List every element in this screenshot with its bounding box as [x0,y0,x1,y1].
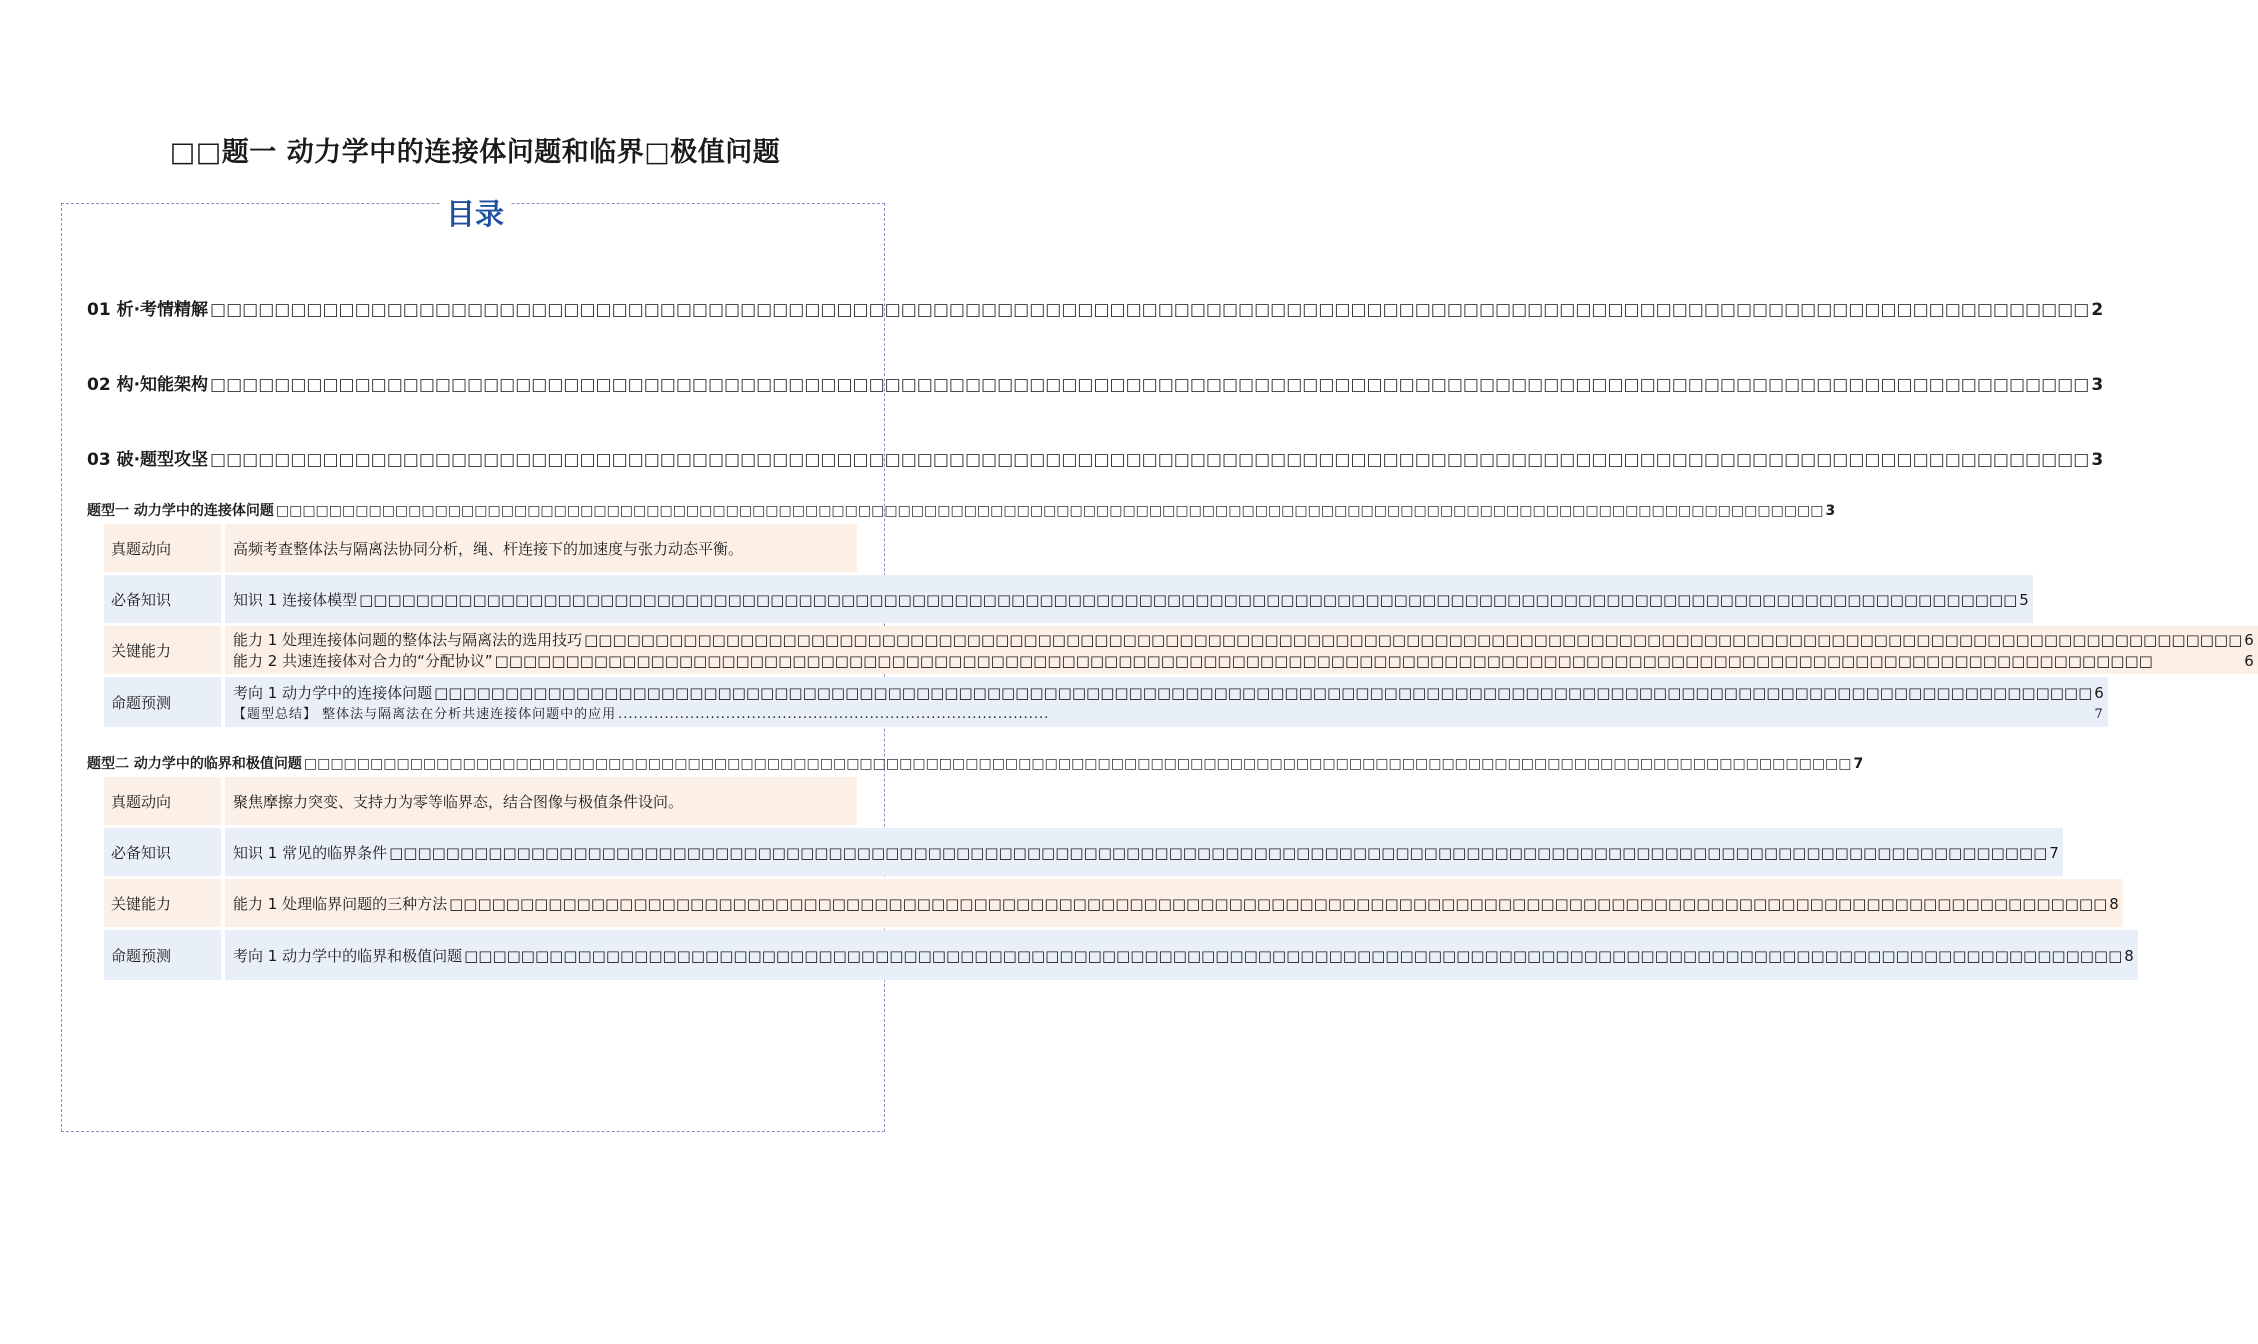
row-content [225,626,2258,674]
toc-heading: 目录 [0,195,950,233]
row-content [225,930,2138,980]
toc-entry[interactable]: 能力 1 处理连接体问题的整体法与隔离法的选用技巧 □□□□□□□□□□□□□□□□□□□□□□□□□□□□□□□□□□□□□□□□□□□□□□□□□□□□□□□□□□□□□□□□□□□□□□□□□□□□□□□□□□□□□□□□□□□□□□□□□□□□□□□□□□□□□□□□□□□□□ 6 [233,631,2254,649]
row-content [225,677,2108,727]
row-content [225,828,2063,876]
row-content [225,575,2033,623]
row-label: 必备知识 [104,828,221,876]
row-label: 命题预测 [104,930,221,980]
row-content: 聚焦摩擦力突变、支持力为零等临界态，结合图像与极值条件设问。 [225,777,857,825]
table-row [104,626,2254,674]
table-row [104,524,857,572]
toc-type-1[interactable]: 题型一 动力学中的连接体问题 □□□□□□□□□□□□□□□□□□□□□□□□□□□□□□□□□□□□□□□□□□□□□□□□□□□□□□□□□□□□□□□□□□□□□□□□□□□□□□□□□□□□□□□□□□□□□□□□□□□□□□□□□□□□□□□□□□□□□ 3 [87,503,1836,519]
toc-entry[interactable]: 知识 1 常见的临界条件 □□□□□□□□□□□□□□□□□□□□□□□□□□□□□□□□□□□□□□□□□□□□□□□□□□□□□□□□□□□□□□□□□□□□□□□□□□□□□□□□□□□□□□□□□□□□□□□□□□□□□□□□□□□□□□□□□□□□□ 7 [233,843,2059,862]
table-row [104,879,2119,927]
toc-entry[interactable]: 知识 1 连接体模型 □□□□□□□□□□□□□□□□□□□□□□□□□□□□□□□□□□□□□□□□□□□□□□□□□□□□□□□□□□□□□□□□□□□□□□□□□□□□□□□□□□□□□□□□□□□□□□□□□□□□□□□□□□□□□□□□□□□□□ 5 [233,590,2029,609]
row-label: 真题动向 [104,524,221,572]
type-summary-entry[interactable]: 【题型总结】 整体法与隔离法在分析共速连接体问题中的应用 .................................................................................... 7 [233,707,2104,722]
row-content: 高频考查整体法与隔离法协同分析，绳、杆连接下的加速度与张力动态平衡。 [225,524,857,572]
row-label: 真题动向 [104,777,221,825]
toc-section-2[interactable]: 02 构·知能架构 □□□□□□□□□□□□□□□□□□□□□□□□□□□□□□□□□□□□□□□□□□□□□□□□□□□□□□□□□□□□□□□□□□□□□□□□□□□□□□□□□□□□□□□□□□□□□□□□□□□□□□□□□□□□□□□□□□□□□ 3 [87,375,2104,395]
table-row [104,677,2104,727]
toc-entry[interactable]: 能力 2 共速连接体对合力的“分配协议” □□□□□□□□□□□□□□□□□□□□□□□□□□□□□□□□□□□□□□□□□□□□□□□□□□□□□□□□□□□□□□□□□□□□□□□□□□□□□□□□□□□□□□□□□□□□□□□□□□□□□□□□□□□□□□□□□□□□□ 6 [233,652,2254,670]
row-label: 关键能力 [104,879,221,927]
toc-entry[interactable]: 考向 1 动力学中的临界和极值问题 □□□□□□□□□□□□□□□□□□□□□□□□□□□□□□□□□□□□□□□□□□□□□□□□□□□□□□□□□□□□□□□□□□□□□□□□□□□□□□□□□□□□□□□□□□□□□□□□□□□□□□□□□□□□□□□□□□□□□ 8 [233,946,2134,965]
toc-type-2[interactable]: 题型二 动力学中的临界和极值问题 □□□□□□□□□□□□□□□□□□□□□□□□□□□□□□□□□□□□□□□□□□□□□□□□□□□□□□□□□□□□□□□□□□□□□□□□□□□□□□□□□□□□□□□□□□□□□□□□□□□□□□□□□□□□□□□□□□□□□ 7 [87,756,1864,772]
table-row [104,930,2134,980]
toc-section-3[interactable]: 03 破·题型攻坚 □□□□□□□□□□□□□□□□□□□□□□□□□□□□□□□□□□□□□□□□□□□□□□□□□□□□□□□□□□□□□□□□□□□□□□□□□□□□□□□□□□□□□□□□□□□□□□□□□□□□□□□□□□□□□□□□□□□□□ 3 [87,450,2104,470]
toc-entry[interactable]: 能力 1 处理临界问题的三种方法 □□□□□□□□□□□□□□□□□□□□□□□□□□□□□□□□□□□□□□□□□□□□□□□□□□□□□□□□□□□□□□□□□□□□□□□□□□□□□□□□□□□□□□□□□□□□□□□□□□□□□□□□□□□□□□□□□□□□□ 8 [233,894,2119,913]
table-row [104,575,2029,623]
table-row [104,777,857,825]
row-label: 必备知识 [104,575,221,623]
row-content [225,879,2123,927]
toc-entry[interactable]: 考向 1 动力学中的连接体问题 □□□□□□□□□□□□□□□□□□□□□□□□□□□□□□□□□□□□□□□□□□□□□□□□□□□□□□□□□□□□□□□□□□□□□□□□□□□□□□□□□□□□□□□□□□□□□□□□□□□□□□□□□□□□□□□□□□□□□ 6 [233,684,2104,702]
row-label: 命题预测 [104,677,221,727]
table-row [104,828,2059,876]
toc-section-1[interactable]: 01 析·考情精解 □□□□□□□□□□□□□□□□□□□□□□□□□□□□□□□□□□□□□□□□□□□□□□□□□□□□□□□□□□□□□□□□□□□□□□□□□□□□□□□□□□□□□□□□□□□□□□□□□□□□□□□□□□□□□□□□□□□□□ 2 [87,300,2104,320]
row-label: 关键能力 [104,626,221,674]
document-title: □□题一 动力学中的连接体问题和临界□极值问题 [169,137,781,168]
